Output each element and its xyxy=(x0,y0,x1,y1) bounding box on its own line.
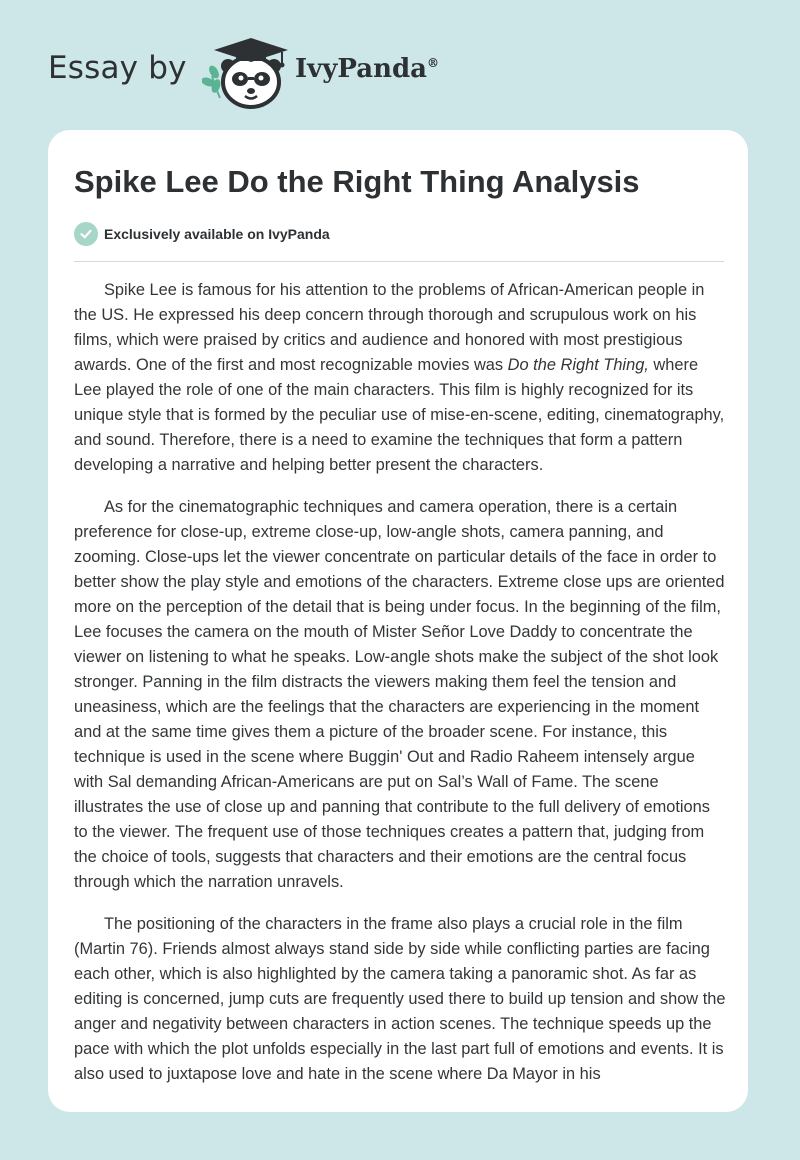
exclusive-badge xyxy=(74,222,330,246)
paragraph-1-text-b: where Lee played the role of one of the main characters. This film is highly recognized for its unique style that is formed by the peculiar use of mise-en-scene, editing, cinematography, and sound. Therefore, there is a need to examine the techniques that form a pattern developing a narrative and helping better present the characters. xyxy=(74,356,725,474)
paragraph-2: As for the cinematographic techniques and camera operation, there is a certain preference for close-up, extreme close-up, low-angle shots, camera panning, and zooming. Close-ups let the viewer concentrate on particular details of the face in order to better show the play style and emotions of the characters. Extreme close ups are oriented more on the perception of the detail that is being under focus. In the beginning of the film, Lee focuses the camera on the mouth of Mister Señor Love Daddy to concentrate the viewer on listening to what he speaks. Low-angle shots make the subject of the shot look stronger. Panning in the film distracts the viewers making them feel the tension and uneasiness, which are the feelings that the characters are experiencing in the moment and at the same time gives them a picture of the broader scene. For instance, this technique is used in the scene where Buggin' Out and Radio Raheem intensely argue with Sal demanding African-Americans are put on Sal’s Wall of Fame. The scene illustrates the use of close up and panning that contribute to the full delivery of emotions to the viewer. The frequent use of those techniques creates a pattern that, judging from the choice of tools, suggests that characters and their emotions are the central focus through which the narration unravels. xyxy=(74,498,725,891)
check-icon xyxy=(74,222,98,246)
panda-graduate-icon[interactable] xyxy=(202,34,296,110)
paragraph-1 xyxy=(74,278,726,478)
essay-card xyxy=(48,130,748,1112)
divider xyxy=(74,261,724,262)
badge-label: Exclusively available on IvyPanda xyxy=(104,226,330,242)
brand-label: IvyPanda xyxy=(295,54,428,84)
film-title: Do the Right Thing, xyxy=(507,356,649,374)
registered-mark: ® xyxy=(427,56,440,70)
essay-by-label: Essay by xyxy=(48,50,187,86)
essay-body xyxy=(74,278,726,1104)
brand-name[interactable] xyxy=(295,54,439,84)
paragraph-3: The positioning of the characters in the frame also plays a crucial role in the film (Martin 76). Friends almost always stand side by side while conflicting parties are facing each other, which is also highlighted by the camera taking a panoramic shot. As far as editing is concerned, jump cuts are frequently used there to build up tension and show the anger and negativity between characters in action scenes. The technique speeds up the pace with which the plot unfolds especially in the last part full of emotions and events. It is also used to juxtapose love and hate in the scene where Da Mayor in his xyxy=(74,915,726,1083)
site-header xyxy=(48,34,548,114)
page-title: Spike Lee Do the Right Thing Analysis xyxy=(74,164,640,199)
paragraph-1-text-a: Spike Lee is famous for his attention to the problems of African-American people in the US. He expressed his deep concern through thorough and scrupulous work on his films, which were praised by critics and audience and honored with most prestigious awards. One of the first and most recognizable movies was xyxy=(74,281,705,374)
